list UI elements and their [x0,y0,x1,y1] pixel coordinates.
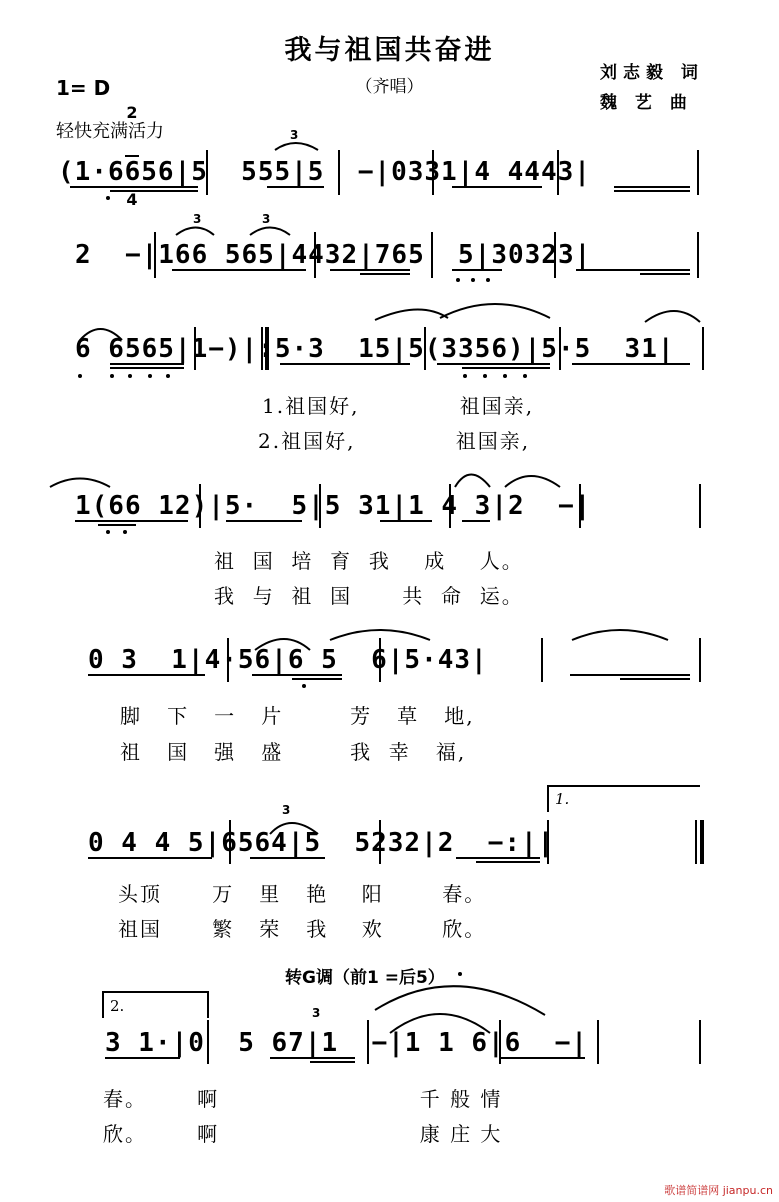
lyric-row4-verse1: 祖 国 培 育 我 成 人。 [214,549,524,573]
time-sig-top: 2 [126,103,138,122]
volta-first-ending: 1. [555,790,570,808]
lyric-row5-verse2: 祖 国 强 盛 我 幸 福, [120,740,467,764]
notation-row-7: 3 1·|0 5 67|1 −|1 1 6|6 −| [105,1028,588,1058]
time-sig-bottom: 4 [126,190,138,209]
notation-row-2: 2 −|166 565|4432|765 5|30323| [75,240,592,270]
lyric-row4-verse2: 我 与 祖 国 共 命 运。 [214,584,524,608]
notation-row-4: 1(66 12)|5· 5|5 31|1 4 3|2 −| [75,491,592,521]
site-watermark: 歌谱简谱网 jianpu.cn [664,1184,773,1197]
lyric-row7-verse2: 欣。 啊 康 庄 大 [103,1122,503,1146]
triplet-mark: 3 [290,128,299,142]
lyric-row3-verse2: 2.祖国好, 祖国亲, [258,429,531,453]
triplet-mark: 3 [193,212,202,226]
song-title: 我与祖国共奋进 [284,35,495,66]
volta-second-ending: 2. [110,997,125,1015]
performance-note: （齐唱） [355,77,424,97]
triplet-mark: 3 [282,803,291,817]
notation-row-6: 0 4 4 5|6564|5 5232|2 −:|| [88,828,555,858]
key-signature: 1= D [56,76,111,100]
notation-row-1: (1·6656|5 555|5 −|0331|4 4443| [58,157,591,187]
triplet-mark: 3 [262,212,271,226]
tempo-marking: 轻快充满活力 [56,121,164,142]
notation-row-3: 6 6565|1−)|:5·3 15|5(3356)|5·5 31| [75,334,675,364]
key-change-marking: 转G调（前1 =后5） [285,968,445,988]
composer-credit: 魏 艺 曲 [600,93,693,113]
notation-row-5: 0 3 1|4·56|6 5 6|5·43| [88,645,488,675]
triplet-mark: 3 [312,1006,321,1020]
lyric-row3-verse1: 1.祖国好, 祖国亲, [262,394,535,418]
lyric-row6-verse1: 头顶 万 里 艳 阳 春。 [118,882,487,906]
lyric-row6-verse2: 祖国 繁 荣 我 欢 欣。 [118,917,487,941]
lyricist-credit: 刘志毅 词 [600,63,704,83]
lyric-row7-verse1: 春。 啊 千 般 情 [103,1087,503,1111]
lyric-row5-verse1: 脚 下 一 片 芳 草 地, [120,704,475,728]
